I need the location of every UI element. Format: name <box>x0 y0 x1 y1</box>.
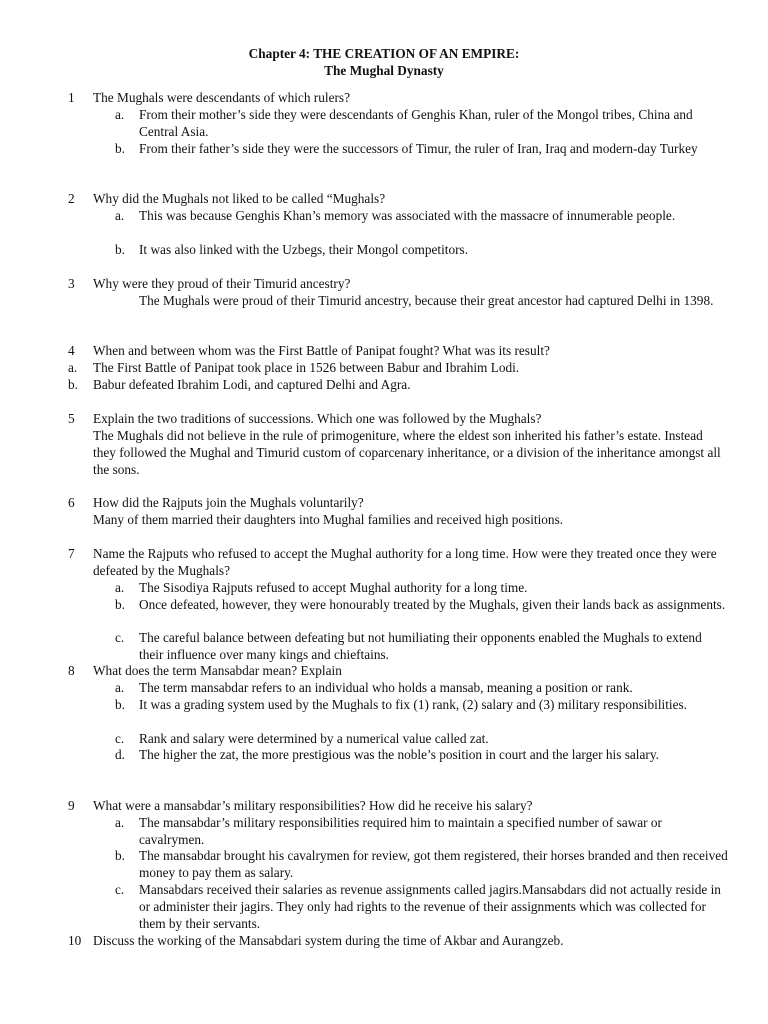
item-text: It was a grading system used by the Mughals to fix (1) rank, (2) salary and (3) military responsibilities. <box>139 697 688 712</box>
question-text: When and between whom was the First Battle of Panipat fought? What was its result? <box>93 343 550 358</box>
question-text: Why were they proud of their Timurid ancestry? <box>93 276 351 291</box>
question-text: How did the Rajputs join the Mughals voluntarily? <box>93 495 364 510</box>
item-text: Mansabdars received their salaries as revenue assignments called jagirs.Mansabdars did not actually reside in or administer their jagirs. They only had rights to the revenue of their assignments which was collected for them by their servants. <box>139 882 721 931</box>
item-text: The term mansabdar refers to an individual who holds a mansab, meaning a position or rank. <box>139 680 633 695</box>
item-text: The Sisodiya Rajputs refused to accept Mughal authority for a long time. <box>139 580 528 595</box>
item-text: The higher the zat, the more prestigious was the noble’s position in court and the larger his salary. <box>139 747 659 762</box>
item-label: a. <box>115 208 125 223</box>
item-text: From their father’s side they were the successors of Timur, the ruler of Iran, Iraq and modern-day Turkey <box>139 141 698 156</box>
item-label: b. <box>115 697 125 712</box>
answer-paragraph: The Mughals did not believe in the rule of primogeniture, where the eldest son inherited his father’s estate. Instead they followed the Mughal and Timurid custom of coparcenary inheritance, or a division of the inheritance amongst all the sons. <box>93 428 721 477</box>
question-text: Why did the Mughals not liked to be called “Mughals? <box>93 191 386 206</box>
question-number: 1 <box>68 90 75 105</box>
item-label: c. <box>115 882 125 897</box>
item-label: b. <box>115 242 125 257</box>
answer-paragraph: Many of them married their daughters into Mughal families and received high positions. <box>93 512 564 527</box>
item-label: c. <box>115 731 125 746</box>
item-label: b. <box>115 597 125 612</box>
question-number: 7 <box>68 546 75 561</box>
item-label: b. <box>115 141 125 156</box>
item-text: Once defeated, however, they were honourably treated by the Mughals, given their lands back as assignments. <box>139 597 726 612</box>
question-number: 5 <box>68 411 75 426</box>
item-label: a. <box>68 360 78 375</box>
item-text: The First Battle of Panipat took place in 1526 between Babur and Ibrahim Lodi. <box>93 360 520 375</box>
question-number: 2 <box>68 191 75 206</box>
item-text: The careful balance between defeating but not humiliating their opponents enabled the Mughals to extend their influence over many kings and chieftains. <box>139 630 702 662</box>
chapter-subtitle: The Mughal Dynasty <box>324 63 444 78</box>
question-number: 10 <box>68 933 82 948</box>
item-text: Babur defeated Ibrahim Lodi, and captured Delhi and Agra. <box>93 377 411 392</box>
question-number: 8 <box>68 663 75 678</box>
question-text: What were a mansabdar’s military responsibilities? How did he receive his salary? <box>93 798 533 813</box>
question-number: 3 <box>68 276 75 291</box>
item-text: It was also linked with the Uzbegs, their Mongol competitors. <box>139 242 469 257</box>
item-label: d. <box>115 747 125 762</box>
item-label: a. <box>115 680 125 695</box>
item-label: c. <box>115 630 125 645</box>
item-label: b. <box>115 848 125 863</box>
item-text: From their mother’s side they were descendants of Genghis Khan, ruler of the Mongol tribes, China and Central Asia. <box>139 107 693 139</box>
question-text: What does the term Mansabdar mean? Explain <box>93 663 342 678</box>
item-label: a. <box>115 580 125 595</box>
answer-paragraph: The Mughals were proud of their Timurid ancestry, because their great ancestor had captured Delhi in 1398. <box>139 293 714 308</box>
question-number: 4 <box>68 343 75 358</box>
chapter-title: Chapter 4: THE CREATION OF AN EMPIRE: <box>248 46 520 61</box>
item-text: The mansabdar brought his cavalrymen for review, got them registered, their horses branded and then received money to pay them as salary. <box>139 848 728 880</box>
item-label: b. <box>68 377 78 392</box>
question-number: 9 <box>68 798 75 813</box>
item-text: Rank and salary were determined by a numerical value called zat. <box>139 731 489 746</box>
question-number: 6 <box>68 495 75 510</box>
question-text: Discuss the working of the Mansabdari system during the time of Akbar and Aurangzeb. <box>93 933 564 948</box>
item-text: This was because Genghis Khan’s memory was associated with the massacre of innumerable people. <box>139 208 676 223</box>
item-text: The mansabdar’s military responsibilities required him to maintain a specified number of sawar or cavalrymen. <box>139 815 662 847</box>
question-text: The Mughals were descendants of which rulers? <box>93 90 350 105</box>
question-text: Name the Rajputs who refused to accept the Mughal authority for a long time. How were they treated once they were defeated by the Mughals? <box>93 546 717 578</box>
question-text: Explain the two traditions of successions. Which one was followed by the Mughals? <box>93 411 542 426</box>
item-label: a. <box>115 815 125 830</box>
item-label: a. <box>115 107 125 122</box>
